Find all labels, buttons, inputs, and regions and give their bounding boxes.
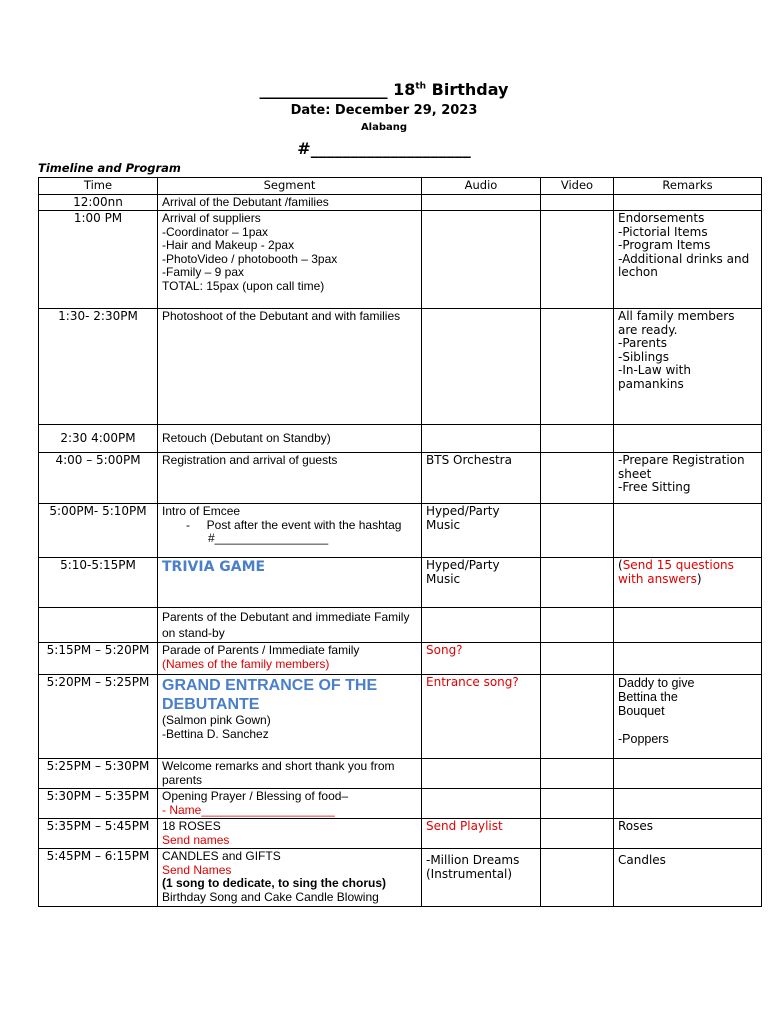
- audio-text: Hyped/Party Music: [426, 504, 500, 532]
- event-place: Alabang: [360, 122, 408, 133]
- time-cell: 5:30PM – 5:35PM: [39, 789, 158, 819]
- segment-red-text: Send names: [162, 832, 230, 847]
- segment-cell: [158, 759, 422, 789]
- segment-cell: [158, 504, 422, 558]
- segment-cell: [158, 675, 422, 759]
- segment-text: -Family – 9 pax: [162, 265, 245, 279]
- segment-text: Parade of Parents / Immediate family: [162, 643, 360, 657]
- document-title: [0, 80, 768, 99]
- segment-text: Birthday Song and Cake Candle Blowing: [162, 889, 379, 904]
- remarks-text: -Pictorial Items: [618, 224, 708, 239]
- video-cell: [541, 453, 614, 504]
- event-date: Date: December 29, 2023: [290, 103, 478, 118]
- audio-red-text: Send Playlist: [426, 819, 503, 833]
- table-row: [39, 819, 762, 849]
- time-cell: 4:00 – 5:00PM: [39, 453, 158, 504]
- segment-text: Arrival of the Debutant /families: [162, 194, 329, 209]
- segment-cell: [158, 558, 422, 608]
- remarks-text: Candles: [618, 853, 666, 867]
- audio-cell: [422, 453, 541, 504]
- segment-text: Arrival of suppliers: [162, 211, 261, 225]
- remarks-text: -Poppers: [618, 732, 669, 746]
- segment-text: 18 ROSES: [162, 819, 221, 833]
- table-row: [39, 849, 762, 907]
- segment-text: Photoshoot of the Debutant and with families: [162, 309, 401, 323]
- audio-cell: [422, 643, 541, 675]
- video-cell: [541, 425, 614, 453]
- remarks-cell: [614, 849, 762, 907]
- time-cell: 5:20PM – 5:25PM: [39, 675, 158, 759]
- segment-cell: [158, 608, 422, 643]
- audio-red-text: Entrance song?: [426, 675, 519, 689]
- audio-cell: [422, 425, 541, 453]
- segment-cell: [158, 194, 422, 211]
- video-cell: [541, 849, 614, 907]
- title-suffix: th: [415, 81, 427, 92]
- time-cell: [39, 608, 158, 643]
- col-header-audio: Audio: [422, 178, 541, 195]
- remarks-cell: [614, 819, 762, 849]
- video-cell: [541, 504, 614, 558]
- remarks-cell: [614, 608, 762, 643]
- remarks-cell: [614, 759, 762, 789]
- table-row: [39, 759, 762, 789]
- time-cell: 5:15PM – 5:20PM: [39, 643, 158, 675]
- col-header-time: Time: [39, 178, 158, 195]
- segment-cell: [158, 309, 422, 425]
- video-cell: [541, 819, 614, 849]
- table-row: [39, 608, 762, 643]
- segment-bullet: - Post after the event with the hashtag #_________________: [186, 517, 402, 545]
- time-cell: 1:00 PM: [39, 211, 158, 309]
- time-cell: 5:35PM – 5:45PM: [39, 819, 158, 849]
- audio-cell: [422, 675, 541, 759]
- remarks-cell: [614, 425, 762, 453]
- segment-cell: [158, 211, 422, 309]
- segment-cell: [158, 819, 422, 849]
- segment-text: (Salmon pink Gown): [162, 713, 271, 727]
- table-row: [39, 558, 762, 608]
- remarks-cell: [614, 211, 762, 309]
- remarks-text: -Siblings: [618, 349, 670, 364]
- audio-cell: [422, 849, 541, 907]
- remarks-cell: [614, 194, 762, 211]
- time-cell: 2:30 4:00PM: [39, 425, 158, 453]
- col-header-segment: Segment: [158, 178, 422, 195]
- audio-red-text: Song?: [426, 643, 463, 657]
- segment-text: -Hair and Makeup - 2pax: [162, 238, 295, 252]
- video-cell: [541, 194, 614, 211]
- segment-red-text: Send Names: [162, 862, 232, 877]
- table-row: [39, 504, 762, 558]
- video-cell: [541, 643, 614, 675]
- remarks-text: Endorsements: [618, 211, 705, 225]
- remarks-text: -Prepare Registration sheet: [618, 453, 745, 481]
- video-cell: [541, 309, 614, 425]
- segment-text: Opening Prayer / Blessing of food–: [162, 789, 349, 803]
- remarks-text: -Program Items: [618, 238, 711, 252]
- segment-cell: [158, 453, 422, 504]
- time-cell: 5:10-5:15PM: [39, 558, 158, 608]
- video-cell: [541, 759, 614, 789]
- video-cell: [541, 558, 614, 608]
- segment-text: -PhotoVideo / photobooth – 3pax: [162, 251, 338, 266]
- remarks-cell: [614, 558, 762, 608]
- table-row: [39, 194, 762, 211]
- video-cell: [541, 211, 614, 309]
- segment-text: -Bettina D. Sanchez: [162, 726, 269, 741]
- segment-text: -Coordinator – 1pax: [162, 224, 269, 239]
- program-table: [38, 177, 762, 907]
- remarks-cell: [614, 504, 762, 558]
- audio-cell: [422, 309, 541, 425]
- table-row: [39, 425, 762, 453]
- table-row: [39, 309, 762, 425]
- table-row: [39, 453, 762, 504]
- col-header-video: Video: [541, 178, 614, 195]
- remarks-red-text: Send 15 questions with answers: [618, 558, 734, 586]
- audio-cell: [422, 759, 541, 789]
- audio-text: BTS Orchestra: [426, 453, 512, 467]
- audio-cell: [422, 211, 541, 309]
- segment-cell: [158, 643, 422, 675]
- remarks-cell: [614, 789, 762, 819]
- remarks-text: All family members are ready.: [618, 309, 735, 337]
- title-number: 18: [393, 80, 416, 99]
- audio-cell: [422, 558, 541, 608]
- audio-text: Hyped/Party Music: [426, 558, 500, 586]
- segment-red-text: - Name____________________: [162, 802, 335, 817]
- remarks-cell: [614, 675, 762, 759]
- segment-text: Welcome remarks and short thank you from parents: [162, 759, 395, 787]
- table-row: [39, 789, 762, 819]
- segment-cell: [158, 849, 422, 907]
- segment-cell: [158, 789, 422, 819]
- time-cell: 1:30- 2:30PM: [39, 309, 158, 425]
- segment-text: TOTAL: 15pax (upon call time): [162, 278, 325, 293]
- remarks-text: -Free Sitting: [618, 480, 691, 494]
- remarks-cell: [614, 309, 762, 425]
- title-text: Birthday: [426, 80, 509, 99]
- segment-bold-text: (1 song to dedicate, to sing the chorus): [162, 876, 387, 890]
- segment-text: Registration and arrival of guests: [162, 453, 338, 467]
- time-cell: 5:45PM – 6:15PM: [39, 849, 158, 907]
- grand-entrance-heading: GRAND ENTRANCE OF THE DEBUTANTE: [162, 677, 378, 713]
- time-cell: 5:25PM – 5:30PM: [39, 759, 158, 789]
- audio-cell: [422, 504, 541, 558]
- col-header-remarks: Remarks: [614, 178, 762, 195]
- table-header-row: [39, 178, 762, 195]
- remarks-paren-close: ): [696, 571, 702, 586]
- remarks-text: -Additional drinks and lechon: [618, 251, 750, 279]
- audio-cell: [422, 819, 541, 849]
- audio-text: -Million Dreams (Instrumental): [426, 853, 520, 881]
- video-cell: [541, 675, 614, 759]
- remarks-text: [618, 718, 757, 732]
- remarks-text: -In-Law with pamankins: [618, 363, 691, 391]
- remarks-cell: [614, 643, 762, 675]
- table-row: [39, 211, 762, 309]
- segment-text: Parents of the Debutant and immediate Family on stand-by: [162, 610, 410, 640]
- table-row: [39, 675, 762, 759]
- trivia-heading: TRIVIA GAME: [162, 559, 266, 575]
- segment-text: CANDLES and GIFTS: [162, 849, 281, 863]
- remarks-paren-open: (: [618, 558, 623, 572]
- table-caption: Timeline and Program: [38, 161, 181, 175]
- video-cell: [541, 789, 614, 819]
- audio-cell: [422, 608, 541, 643]
- time-cell: 5:00PM- 5:10PM: [39, 504, 158, 558]
- remarks-text: -Parents: [618, 336, 667, 350]
- segment-text: Intro of Emcee: [162, 504, 241, 518]
- hashtag-line: #____________________: [297, 139, 471, 158]
- audio-cell: [422, 194, 541, 211]
- segment-red-text: (Names of the family members): [162, 656, 330, 671]
- video-cell: [541, 608, 614, 643]
- segment-cell: [158, 425, 422, 453]
- time-cell: 12:00nn: [39, 194, 158, 211]
- remarks-text: Daddy to give Bettina the Bouquet: [618, 676, 695, 718]
- audio-cell: [422, 789, 541, 819]
- remarks-cell: [614, 453, 762, 504]
- remarks-text: Roses: [618, 819, 654, 833]
- segment-bullet-text: Post after the event with the hashtag #_________________: [206, 517, 402, 545]
- segment-text: Retouch (Debutant on Standby): [162, 430, 331, 445]
- title-blank: ________________: [259, 80, 388, 99]
- table-row: [39, 643, 762, 675]
